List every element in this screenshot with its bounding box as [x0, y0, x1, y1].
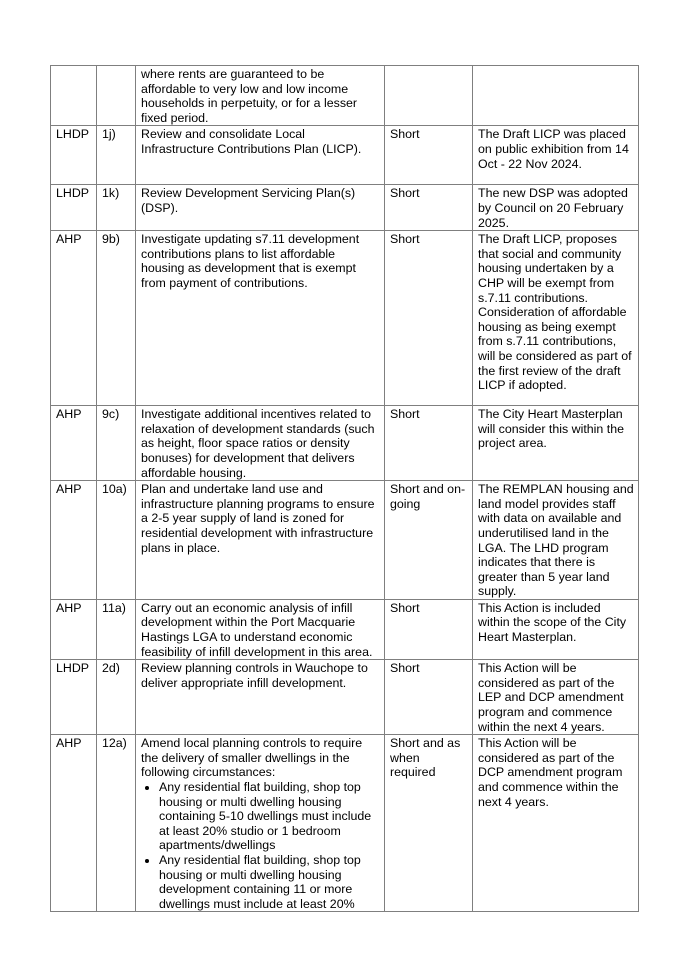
- action-number-cell: 12a): [97, 735, 136, 912]
- action-number-cell: [97, 66, 136, 126]
- action-cell: [136, 735, 385, 912]
- status-cell: The Draft LICP, proposes that social and community housing undertaken by a CHP will be exempt from s.7.11 contributions. Consideration of affordable housing as being exempt from s.7.11 contributions, will be considered as part of the first review of the draft LICP if adopted.: [473, 231, 639, 406]
- action-cell: Review Development Servicing Plan(s) (DSP).: [136, 185, 385, 231]
- timeframe-cell: Short: [385, 185, 473, 231]
- table-row: [51, 66, 639, 126]
- timeframe-cell: Short: [385, 406, 473, 481]
- status-cell: The REMPLAN housing and land model provides staff with data on available and underutilised land in the LGA. The LHD program indicates that there is greater than 5 year land supply.: [473, 481, 639, 600]
- source-cell: [51, 66, 97, 126]
- status-cell: The new DSP was adopted by Council on 20 February 2025.: [473, 185, 639, 231]
- table-row: [51, 481, 639, 600]
- source-cell: AHP: [51, 406, 97, 481]
- source-cell: AHP: [51, 481, 97, 600]
- source-cell: LHDP: [51, 660, 97, 735]
- action-bullet-list: [141, 780, 380, 911]
- status-cell: This Action is included within the scope of the City Heart Masterplan.: [473, 599, 639, 659]
- action-cell: where rents are guaranteed to be affordable to very low and low income households in perpetuity, or for a lesser fixed period.: [136, 66, 385, 126]
- source-cell: AHP: [51, 735, 97, 912]
- timeframe-cell: Short and on-going: [385, 481, 473, 600]
- list-item: • Any residential flat building, shop top housing or multi dwelling housing containing 5-10 dwellings must include at least 20% studio or 1 bedroom apartments/dwellings: [159, 780, 380, 853]
- action-number-cell: 1j): [97, 126, 136, 185]
- table-row: [51, 406, 639, 481]
- source-cell: LHDP: [51, 185, 97, 231]
- action-intro-text: Amend local planning controls to require the delivery of smaller dwellings in the following circumstances:: [141, 736, 363, 780]
- timeframe-cell: Short and as when required: [385, 735, 473, 912]
- status-cell: The Draft LICP was placed on public exhibition from 14 Oct - 22 Nov 2024.: [473, 126, 639, 185]
- action-cell: Investigate updating s7.11 development contributions plans to list affordable housing as development that is exempt from payment of contributions.: [136, 231, 385, 406]
- source-cell: LHDP: [51, 126, 97, 185]
- action-number-cell: 9c): [97, 406, 136, 481]
- status-cell: The City Heart Masterplan will consider this within the project area.: [473, 406, 639, 481]
- table-row: [51, 126, 639, 185]
- source-cell: AHP: [51, 231, 97, 406]
- action-cell: Review planning controls in Wauchope to deliver appropriate infill development.: [136, 660, 385, 735]
- action-number-cell: 10a): [97, 481, 136, 600]
- table-row: [51, 185, 639, 231]
- status-cell: [473, 66, 639, 126]
- timeframe-cell: Short: [385, 660, 473, 735]
- table-row: [51, 660, 639, 735]
- action-number-cell: 11a): [97, 599, 136, 659]
- status-cell: This Action will be considered as part of the LEP and DCP amendment program and commence within the next 4 years.: [473, 660, 639, 735]
- timeframe-cell: Short: [385, 599, 473, 659]
- actions-table: [50, 65, 639, 912]
- table-row: [51, 599, 639, 659]
- actions-table-body: [51, 66, 639, 912]
- action-cell: Investigate additional incentives related to relaxation of development standards (such as height, floor space ratios or density bonuses) for development that delivers affordable housing.: [136, 406, 385, 481]
- list-item: • Any residential flat building, shop top housing or multi dwelling housing development containing 11 or more dwellings must include at least 20%: [159, 853, 380, 911]
- status-cell: This Action will be considered as part of the DCP amendment program and commence within the next 4 years.: [473, 735, 639, 912]
- timeframe-cell: Short: [385, 126, 473, 185]
- timeframe-cell: [385, 66, 473, 126]
- action-cell: Review and consolidate Local Infrastructure Contributions Plan (LICP).: [136, 126, 385, 185]
- action-number-cell: 2d): [97, 660, 136, 735]
- timeframe-cell: Short: [385, 231, 473, 406]
- table-row: [51, 735, 639, 912]
- action-cell: Plan and undertake land use and infrastructure planning programs to ensure a 2-5 year supply of land is zoned for residential development with infrastructure plans in place.: [136, 481, 385, 600]
- action-number-cell: 9b): [97, 231, 136, 406]
- action-number-cell: 1k): [97, 185, 136, 231]
- table-row: [51, 231, 639, 406]
- source-cell: AHP: [51, 599, 97, 659]
- action-cell: Carry out an economic analysis of infill development within the Port Macquarie Hastings LGA to understand economic feasibility of infill development in this area.: [136, 599, 385, 659]
